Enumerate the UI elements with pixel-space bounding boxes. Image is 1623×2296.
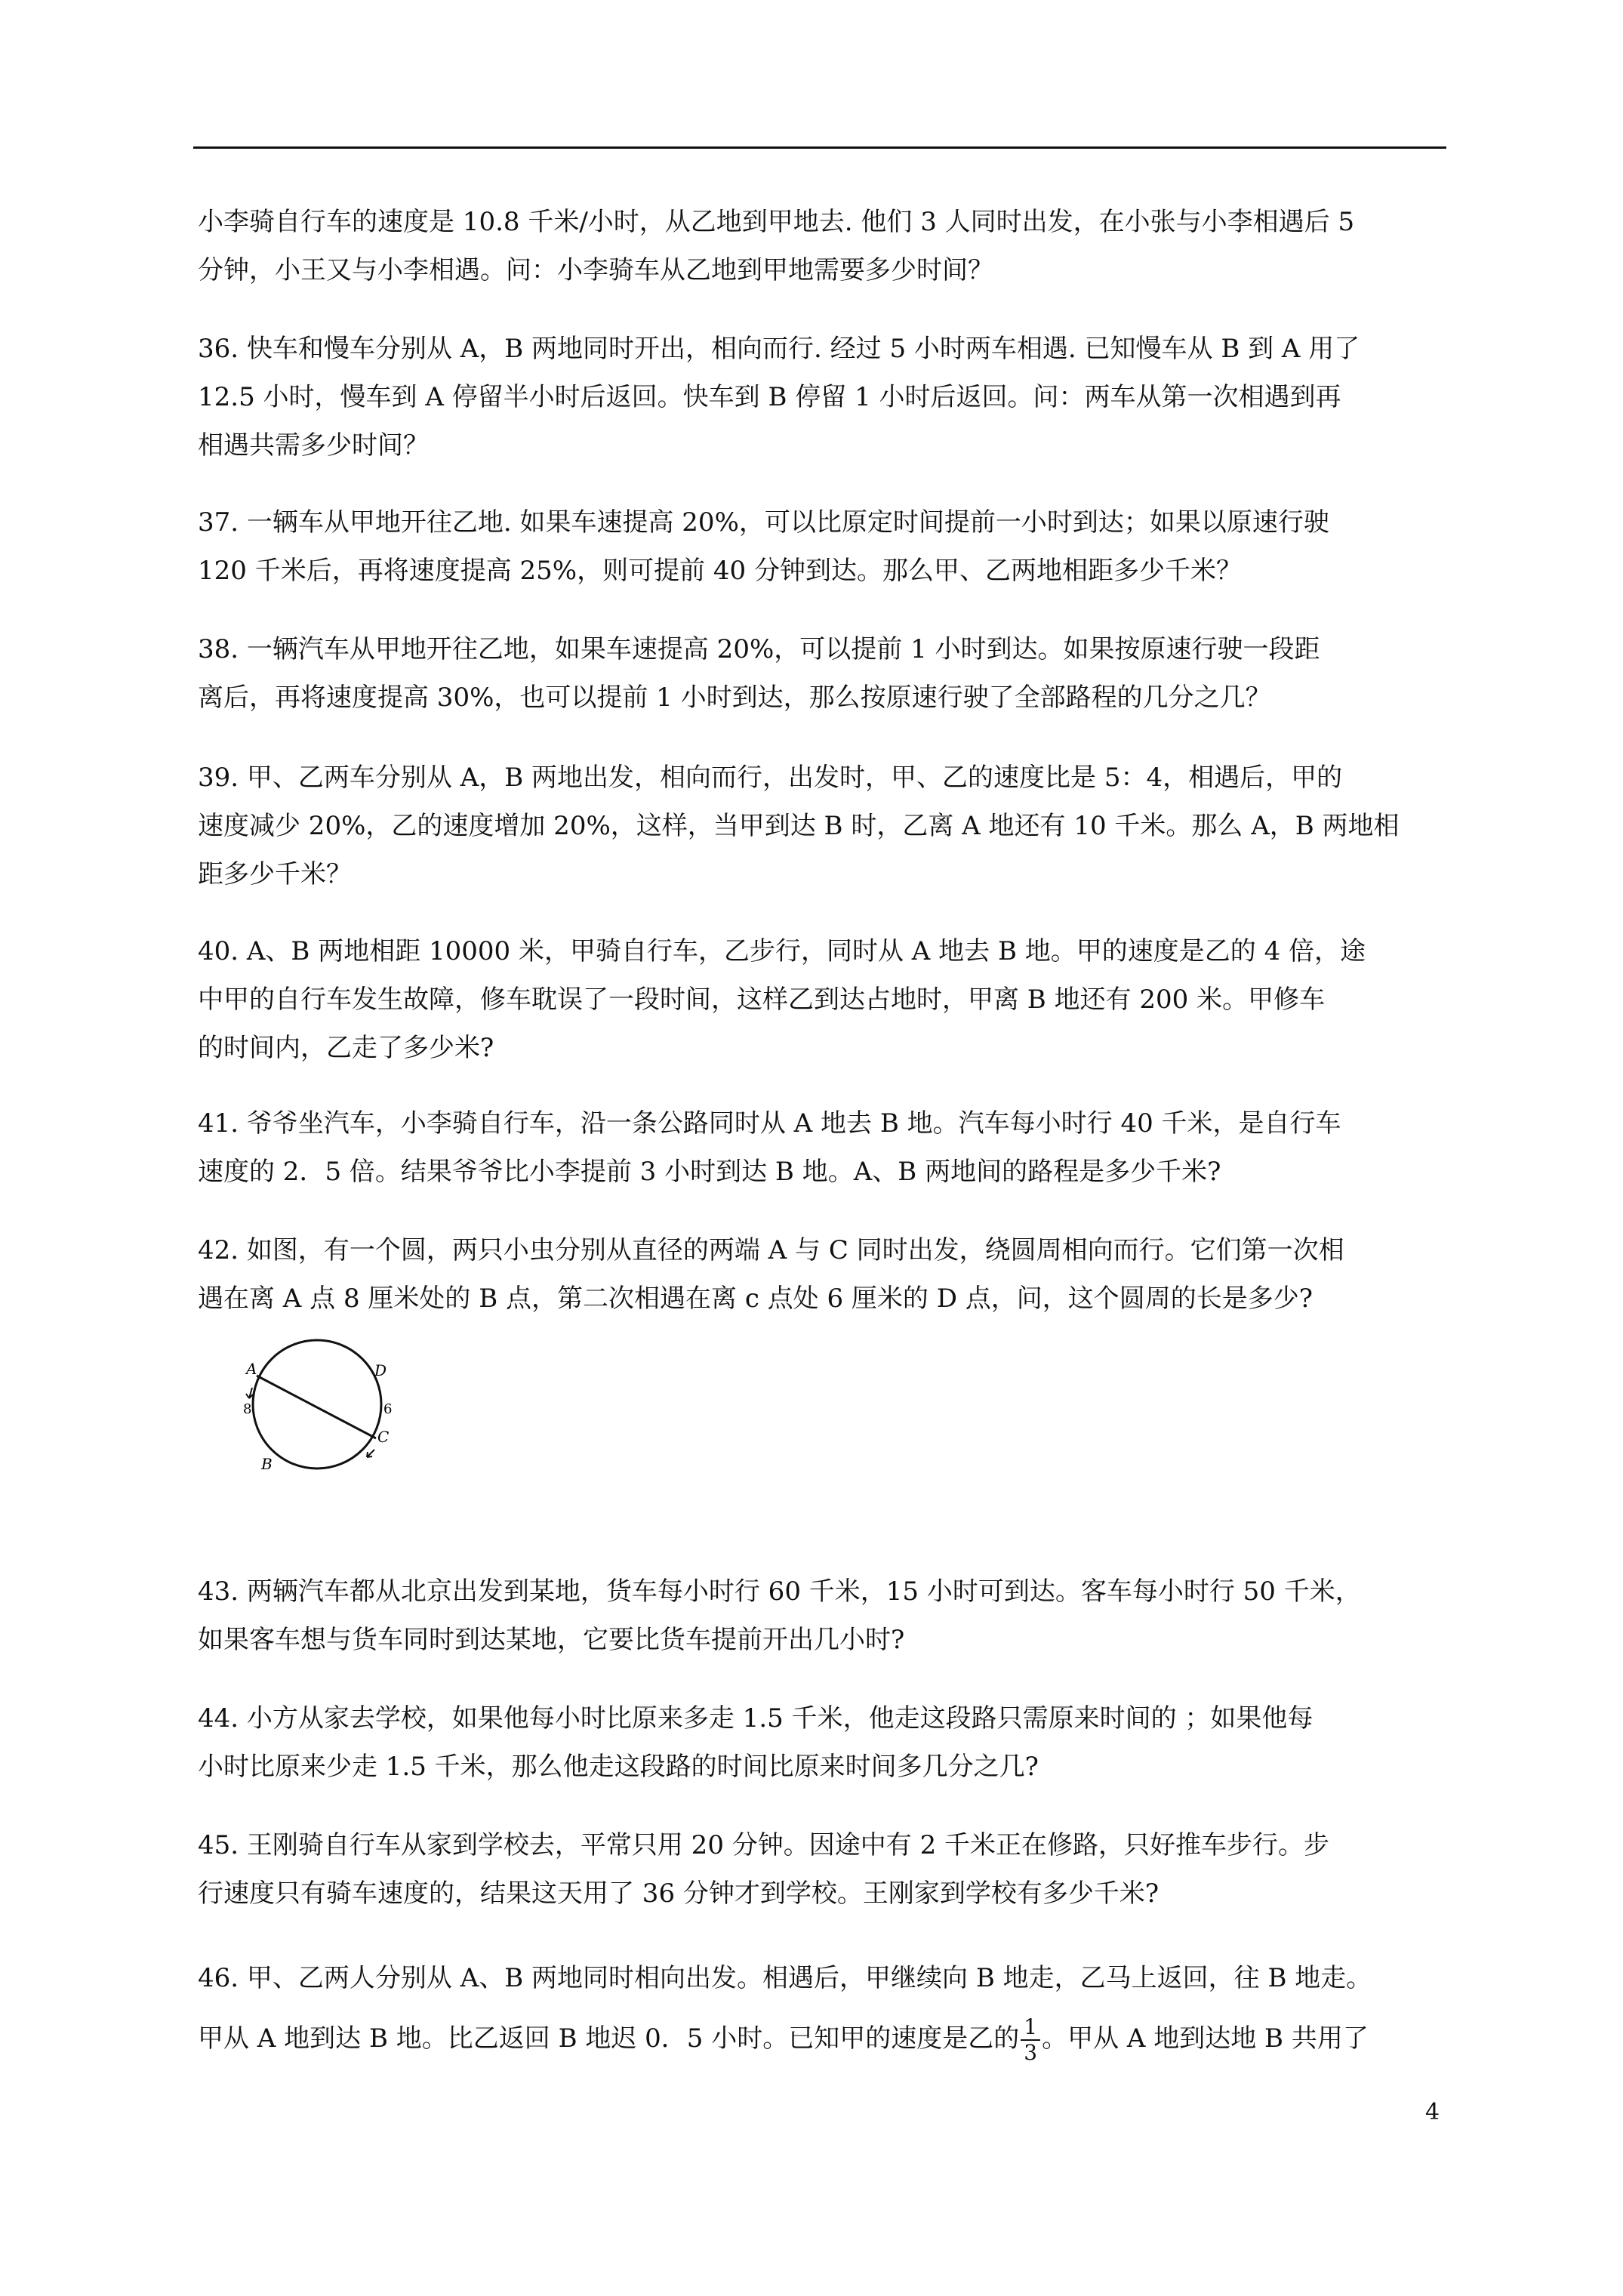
question-38 — [198, 625, 1451, 722]
text-line: 45. 王刚骑自行车从家到学校去，平常只用 20 分钟。因途中有 2 千米正在修路，只好推车步行。步 — [198, 1830, 1330, 1860]
text-line: 42. 如图，有一个圆，两只小虫分别从直径的两端 A 与 C 同时出发，绕圆周相向而行。它们第一次相 — [198, 1235, 1344, 1265]
question-44 — [198, 1694, 1451, 1791]
fraction-denominator: 3 — [1024, 2040, 1038, 2065]
text-line: 38. 一辆汽车从甲地开往乙地，如果车速提高 20%，可以提前 1 小时到达。如果按原速行驶一段距 — [198, 634, 1320, 664]
text-line: 相遇共需多少时间？ — [198, 430, 429, 461]
text-segment: 。甲从 A 地到达地 B 共用了 — [1042, 2023, 1369, 2054]
text-line: 41. 爷爷坐汽车，小李骑自行车，沿一条公路同时从 A 地去 B 地。汽车每小时行 40 千米，是自行车 — [198, 1108, 1341, 1139]
fraction — [1021, 2015, 1040, 2065]
text-line: 离后，再将速度提高 30%，也可以提前 1 小时到达，那么按原速行驶了全部路程的几分之几？ — [198, 683, 1271, 713]
diameter-line — [257, 1376, 376, 1438]
text-line: 43. 两辆汽车都从北京出发到某地，货车每小时行 60 千米，15 小时可到达。客车每小时行 50 千米， — [198, 1576, 1361, 1607]
text-line: 39. 甲、乙两车分别从 A，B 两地出发，相向而行，出发时，甲、乙的速度比是 5：4，相遇后，甲的 — [198, 763, 1343, 793]
text-line: 速度的 2．5 倍。结果爷爷比小李提前 3 小时到达 B 地。A、B 两地间的路程是多少千米? — [198, 1157, 1221, 1187]
arrow-c-icon — [367, 1450, 374, 1457]
question-41 — [198, 1099, 1451, 1196]
question-45 — [198, 1821, 1451, 1918]
label-a: A — [246, 1360, 257, 1378]
label-b: B — [261, 1455, 273, 1473]
page-number: 4 — [1425, 2099, 1440, 2125]
question-36 — [198, 325, 1451, 470]
text-line: 小时比原来少走 1.5 千米，那么他走这段路的时间比原来时间多几分之几? — [198, 1752, 1039, 1782]
text-line: 行速度只有骑车速度的，结果这天用了 36 分钟才到学校。王刚家到学校有多少千米? — [198, 1878, 1160, 1909]
text-line: 40. A、B 两地相距 10000 米，甲骑自行车，乙步行，同时从 A 地去 B 地。甲的速度是乙的 4 倍，途 — [198, 936, 1366, 966]
header-rule — [193, 146, 1446, 149]
question-46 — [198, 1948, 1451, 2069]
text-line: 中甲的自行车发生故障，修车耽误了一段时间，这样乙到达占地时，甲离 B 地还有 200 米。甲修车 — [198, 985, 1326, 1015]
text-line: 36. 快车和慢车分别从 A，B 两地同时开出，相向而行. 经过 5 小时两车相遇. 已知慢车从 B 到 A 用了 — [198, 334, 1360, 364]
question-39 — [198, 754, 1451, 898]
text-line: 分钟，小王又与小李相遇。问：小李骑车从乙地到甲地需要多少时间？ — [198, 255, 993, 285]
circle-diagram — [226, 1329, 408, 1480]
circle-outline — [253, 1340, 381, 1469]
question-35-tail — [198, 198, 1451, 294]
text-line: 距多少千米？ — [198, 859, 352, 889]
label-d: D — [374, 1361, 387, 1379]
label-6: 6 — [383, 1401, 393, 1417]
question-40 — [198, 927, 1451, 1072]
label-c: C — [377, 1428, 390, 1446]
text-line: 小李骑自行车的速度是 10.8 千米/小时，从乙地到甲地去. 他们 3 人同时出发，在小张与小李相遇后 5 — [198, 207, 1355, 237]
text-line: 遇在离 A 点 8 厘米处的 B 点，第二次相遇在离 c 点处 6 厘米的 D 点，问，这个圆周的长是多少? — [198, 1284, 1313, 1314]
text-line: 速度减少 20%，乙的速度增加 20%，这样，当甲到达 B 时，乙离 A 地还有 10 千米。那么 A，B 两地相 — [198, 811, 1400, 841]
label-8: 8 — [243, 1401, 252, 1417]
question-42 — [198, 1226, 1451, 1323]
text-line: 如果客车想与货车同时到达某地，它要比货车提前开出几小时? — [198, 1625, 905, 1655]
text-line: 37. 一辆车从甲地开往乙地. 如果车速提高 20%，可以比原定时间提前一小时到达；如果以原速行驶 — [198, 507, 1329, 538]
fraction-numerator: 1 — [1021, 2015, 1040, 2041]
text-line — [198, 2008, 1451, 2069]
text-line: 的时间内，乙走了多少米? — [198, 1033, 494, 1063]
text-line: 46. 甲、乙两人分别从 A、B 两地同时相向出发。相遇后，甲继续向 B 地走，乙马上返回，往 B 地走。 — [198, 1963, 1372, 1993]
question-37 — [198, 498, 1451, 595]
text-line: 44. 小方从家去学校，如果他每小时比原来多走 1.5 千米，他走这段路只需原来时间的 ；如果他每 — [198, 1703, 1313, 1734]
question-43 — [198, 1567, 1451, 1664]
text-segment: 甲从 A 地到达 B 地。比乙返回 B 地迟 0．5 小时。已知甲的速度是乙的 — [198, 2023, 1020, 2054]
text-line: 12.5 小时，慢车到 A 停留半小时后返回。快车到 B 停留 1 小时后返回。问：两车从第一次相遇到再 — [198, 382, 1341, 412]
arrow-a-icon — [246, 1388, 253, 1398]
text-line: 120 千米后，再将速度提高 25%，则可提前 40 分钟到达。那么甲、乙两地相距多少千米？ — [198, 556, 1242, 586]
